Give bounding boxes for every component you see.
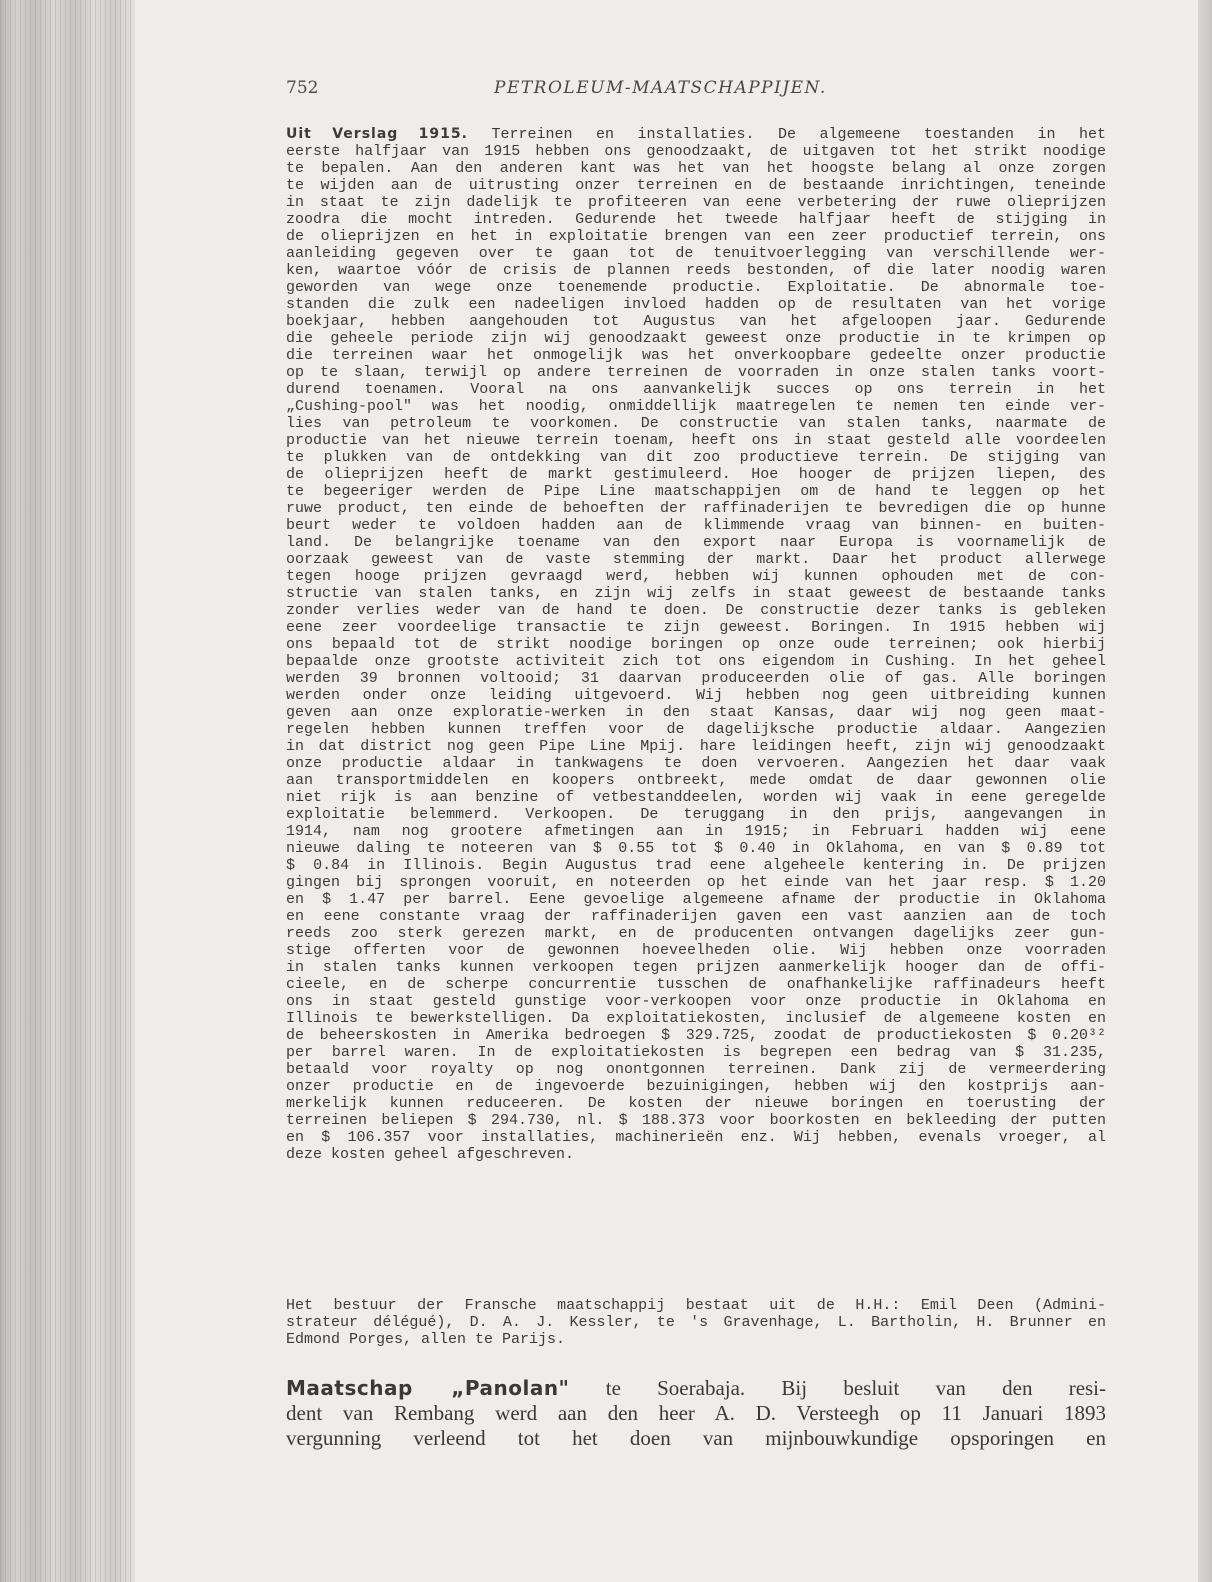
text-line: en $ 106.357 voor installaties, machinerieën enz. Wij hebben, evenals vroeger, al: [286, 1129, 1106, 1146]
text-line: te plukken van de ontdekking van dit zoo productieve terrein. De stijging van: [286, 449, 1106, 466]
text-line: in staat te zijn dadelijk te profiteeren van eene verbetering der ruwe olieprijzen: [286, 194, 1106, 211]
text-line: oorzaak geweest van de vaste stemming der markt. Daar het product allerwege: [286, 551, 1106, 568]
panolan-section: [286, 1376, 1106, 1451]
text-line: reeds zoo sterk gerezen markt, en de producenten ontvangen dagelijks zeer gun-: [286, 925, 1106, 942]
text-line: werden 39 bronnen voltooid; 31 daarvan produceerden olie of gas. Alle boringen: [286, 670, 1106, 687]
text-line: niet rijk is aan benzine of vetbestanddeelen, worden wij vaak in eene geregelde: [286, 789, 1106, 806]
text-line: ruwe product, ten einde de behoeften der raffinaderijen te bevredigen die op hunne: [286, 500, 1106, 517]
page-right-edge: [1198, 0, 1212, 1582]
text-line: die terreinen waar het onmogelijk was het onverkoopbare gedeelte onzer productie: [286, 347, 1106, 364]
panolan-title: Maatschap „Panolan": [286, 1376, 570, 1400]
text-line: durend toenamen. Vooral na ons aanvankelijk succes op ons terrein in het: [286, 381, 1106, 398]
text-line: cieele, en de scherpe concurrentie tusschen de onafhankelijke raffinadeurs heeft: [286, 976, 1106, 993]
page-stack-edges: [0, 0, 135, 1582]
text-line: vergunning verleend tot het doen van mijnbouwkundige opsporingen en: [286, 1426, 1106, 1450]
text-line: te wijden aan de uitrusting onzer terreinen en de bestaande inrichtingen, teneinde: [286, 177, 1106, 194]
text-line: eene zeer voordeelige transactie te zijn geweest. Boringen. In 1915 hebben wij: [286, 619, 1106, 636]
report-paragraph: [286, 126, 1106, 1163]
text-line: zoodra die mocht intreden. Gedurende het tweede halfjaar heeft de stijging in: [286, 211, 1106, 228]
panolan-first-line: [286, 1376, 1106, 1401]
panolan-first-line-text: te Soerabaja. Bij besluit van den resi-: [605, 1376, 1107, 1400]
text-line: terreinen beliepen $ 294.730, nl. $ 188.373 voor boorkosten en bekleeding der putten: [286, 1112, 1106, 1129]
text-line: betaald voor royalty op nog onontgonnen terreinen. Dank zij de vermeerdering: [286, 1061, 1106, 1078]
text-line: onze productie aldaar in tankwagens te doen vervoeren. Aangezien het daar vaak: [286, 755, 1106, 772]
page-number: 752: [286, 78, 319, 98]
text-line: op te slaan, terwijl op andere terreinen de voorraden in onze stalen tanks voort-: [286, 364, 1106, 381]
text-line: geworden van wege onze toenemende productie. Exploitatie. De abnormale toe-: [286, 279, 1106, 296]
text-line: ken, waartoe vóór de crisis de plannen reeds bestonden, of die later noodig waren: [286, 262, 1106, 279]
text-line: „Cushing-pool" was het noodig, onmiddellijk maatregelen te nemen ten einde ver-: [286, 398, 1106, 415]
report-first-line-text: Terreinen en installaties. De algemeene toestanden in het: [491, 126, 1106, 143]
text-line: gingen bij sprongen vooruit, en noteerden op het einde van het jaar resp. $ 1.20: [286, 874, 1106, 891]
text-line: dent van Rembang werd aan den heer A. D. Versteegh op 11 Januari 1893: [286, 1401, 1106, 1425]
text-line: zonder verlies weder van de hand te doen. De constructie dezer tanks is gebleken: [286, 602, 1106, 619]
board-paragraph: [286, 1297, 1106, 1348]
text-line: geven aan onze exploratie-werken in den staat Kansas, daar wij nog geen maat-: [286, 704, 1106, 721]
page-header: [286, 78, 1106, 104]
text-line: deze kosten geheel afgeschreven.: [286, 1146, 575, 1163]
text-line: bepaalde onze grootste activiteit zich tot ons eigendom in Cushing. In het geheel: [286, 653, 1106, 670]
text-line: eerste halfjaar van 1915 hebben ons genoodzaakt, de uitgaven tot het strikt noodige: [286, 143, 1106, 160]
text-line: strateur délégué), D. A. J. Kessler, te 's Gravenhage, L. Bartholin, H. Brunner en: [286, 1314, 1106, 1331]
text-line: regelen hebben kunnen treffen voor de dagelijksche productie aldaar. Aangezien: [286, 721, 1106, 738]
text-line: de beheerskosten in Amerika bedroegen $ 329.725, zoodat de productiekosten $ 0.20³²: [286, 1027, 1106, 1044]
text-line: in stalen tanks kunnen verkoopen tegen prijzen aanmerkelijk hooger dan de offi-: [286, 959, 1106, 976]
text-line: onzer productie en de ingevoerde bezuinigingen, hebben wij den kostprijs aan-: [286, 1078, 1106, 1095]
text-line: lies van petroleum te voorkomen. De constructie van stalen tanks, naarmate de: [286, 415, 1106, 432]
text-line: ons in staat gesteld gunstige voor-verkoopen voor onze productie in Oklahoma en: [286, 993, 1106, 1010]
running-title: PETROLEUM-MAATSCHAPPIJEN.: [494, 78, 827, 98]
text-line: beurt weder te voldoen hadden aan de klimmende vraag van binnen- en buiten-: [286, 517, 1106, 534]
text-line: Het bestuur der Fransche maatschappij bestaat uit de H.H.: Emil Deen (Admini-: [286, 1297, 1106, 1314]
text-line: 1914, nam nog grootere afmetingen aan in 1915; in Februari hadden wij eene: [286, 823, 1106, 840]
report-run-in-heading: Uit Verslag 1915.: [286, 126, 468, 142]
text-line: boekjaar, hebben aangehouden tot Augustus van het afgeloopen jaar. Gedurende: [286, 313, 1106, 330]
text-line: tegen hooge prijzen gevraagd werd, hebben wij kunnen ophouden met de con-: [286, 568, 1106, 585]
text-line: stige offerten voor de gewonnen hoeveelheden olie. Wij hebben onze voorraden: [286, 942, 1106, 959]
text-line: aanleiding gegeven over te gaan tot de tenuitvoerlegging van verschillende wer-: [286, 245, 1106, 262]
text-line: $ 0.84 in Illinois. Begin Augustus trad eene algeheele kentering in. De prijzen: [286, 857, 1106, 874]
text-line: nieuwe daling te noteeren van $ 0.55 tot $ 0.40 in Oklahoma, en van $ 0.89 tot: [286, 840, 1106, 857]
text-line: in dat district nog geen Pipe Line Mpij. hare leidingen heeft, zijn wij genoodzaakt: [286, 738, 1106, 755]
text-line: werden onder onze leiding uitgevoerd. Wij hebben nog geen uitbreiding kunnen: [286, 687, 1106, 704]
text-line: die geheele periode zijn wij genoodzaakt geweest onze productie in te krimpen op: [286, 330, 1106, 347]
text-line: per barrel waren. In de exploitatiekosten is begrepen een bedrag van $ 31.235,: [286, 1044, 1106, 1061]
text-line: te begeeriger werden de Pipe Line maatschappijen om de hand te leggen op het: [286, 483, 1106, 500]
text-line: en eene constante vraag der raffinaderijen gaven een vast aanzien aan de toch: [286, 908, 1106, 925]
text-line: merkelijk kunnen reduceeren. De kosten der nieuwe boringen en toerusting der: [286, 1095, 1106, 1112]
text-line: productie van het nieuwe terrein toenam, heeft ons in staat gesteld alle voordeelen: [286, 432, 1106, 449]
text-line: en $ 1.47 per barrel. Eene gevoelige algemeene afname der productie in Oklahoma: [286, 891, 1106, 908]
report-first-line: [286, 126, 1106, 143]
text-line: land. De belangrijke toename van den export naar Europa is voornamelijk de: [286, 534, 1106, 551]
text-line: Edmond Porges, allen te Parijs.: [286, 1331, 566, 1348]
text-line: Illinois te bewerkstelligen. Da exploitatiekosten, inclusief de algemeene kosten en: [286, 1010, 1106, 1027]
text-line: structie van stalen tanks, en zijn wij zelfs in staat geweest de bestaande tanks: [286, 585, 1106, 602]
text-line: aan transportmiddelen en koopers ontbreekt, mede omdat de daar gewonnen olie: [286, 772, 1106, 789]
text-line: ons bepaald tot de strikt noodige boringen op onze oude terreinen; ook hierbij: [286, 636, 1106, 653]
text-line: te bepalen. Aan den anderen kant was het van het hoogste belang al onze zorgen: [286, 160, 1106, 177]
text-line: de olieprijzen en het in exploitatie brengen van een zeer productief terrein, ons: [286, 228, 1106, 245]
text-line: de olieprijzen heeft de markt gestimuleerd. Hoe hooger de prijzen liepen, des: [286, 466, 1106, 483]
text-line: exploitatie belemmerd. Verkoopen. De teruggang in den prijs, aangevangen in: [286, 806, 1106, 823]
text-line: standen die zulk een nadeeligen invloed hadden op de resultaten van het vorige: [286, 296, 1106, 313]
